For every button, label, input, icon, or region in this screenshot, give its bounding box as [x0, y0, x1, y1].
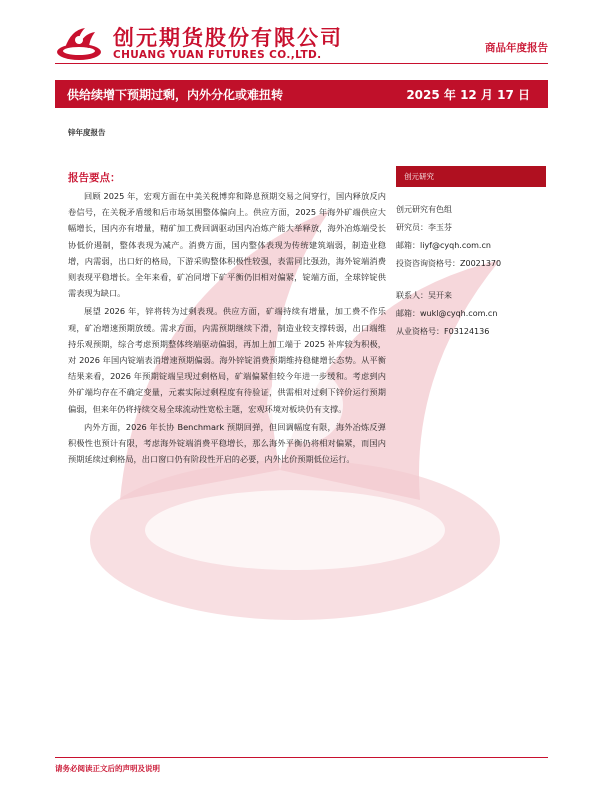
company-logo — [55, 22, 355, 72]
summary-paragraph: 内外方面，2026 年长协 Benchmark 预期回弹，但回调幅度有限，海外冶炼反弹积极性也预计有限，考虑海外锭端消费平稳增长，那么海外平衡仍将相对偏紧，而国内预期延续过剩格局，出口窗口仍有阶段性开启的必要，内外比价预期低位运行。 — [68, 421, 386, 465]
research-group: 创元研究有色组 — [396, 205, 452, 214]
company-name-en: CHUANG YUAN FUTURES CO.,LTD. — [113, 49, 322, 61]
summary-paragraph: 回顾 2025 年，宏观方面在中美关税博弈和降息预期交易之间穿行，国内释放反内卷信号，在关税矛盾缓和后市场氛围整体偏向上。供应方面，2025 年海外矿端供应大幅增长，国内亦有增量，精矿加工费回调驱动国内冶炼产能大举释放，海外冶炼端受长协低价遏制，整体表现为减产。消费方面，国内整体表现为传统建筑端弱，制造业稳增，内需弱，出口好的格局，下游采购整体积极性较强，表需同比强劲，海外锭端消费则表现平稳增长。全年来看，矿冶同增下矿平衡仍旧相对偏紧，锭端方面，全球锌锭供需表现为缺口。 — [68, 191, 386, 299]
summary-paragraph: 展望 2026 年，锌将转为过剩表现。供应方面，矿端持续有增量，加工费不作乐观，矿冶增速预期放缓。需求方面，内需预期继续下滑，制造业较支撑转弱，出口端维持乐观预期，综合考虑预期整体终端驱动偏弱，再加上加工端于 2025 补库较为积极，对 2026 年国内锭端表消增速预期偏弱。海外锌锭消费预期维持稳健增长态势。从平衡结果来看，2026 年预期锭端呈现过剩格局，矿端偏紧但较今年进一步缓和。考虑到内外矿端均存在不确定变量，元素实际过剩程度有待验证，供需相对过剩下锌价运行预期偏弱，但来年仍将持续交易全球流动性宽松主题，宏观环境对板块仍有支撑。 — [68, 306, 386, 414]
footer-divider — [55, 757, 548, 758]
footer-disclaimer: 请务必阅读正文后的声明及说明 — [55, 764, 160, 773]
title-banner — [55, 80, 548, 108]
company-emblem-icon — [55, 24, 103, 64]
contact-name: 联系人：吴开来 — [396, 291, 452, 300]
practice-certificate: 从业资格号：F03124136 — [396, 327, 490, 336]
sidebar-heading: 创元研究 — [396, 166, 546, 187]
document-type: 锌年度报告 — [68, 128, 106, 137]
header-divider — [55, 63, 548, 64]
advisory-license: 投资咨询资格号：Z0021370 — [396, 259, 502, 268]
contact-email[interactable]: 邮箱：wukl@cyqh.com.cn — [396, 309, 498, 318]
report-summary — [68, 170, 386, 469]
summary-heading: 报告要点： — [68, 172, 121, 184]
analyst-sidebar — [396, 166, 546, 341]
report-date: 2025 年 12 月 17 日 — [406, 87, 530, 102]
researcher-email[interactable]: 邮箱：liyf@cyqh.com.cn — [396, 241, 491, 250]
report-type-label: 商品年度报告 — [485, 42, 548, 54]
researcher-name: 研究员：李玉芬 — [396, 223, 452, 232]
report-title: 供给续增下预期过剩，内外分化或难扭转 — [67, 87, 284, 102]
sidebar-spacer — [396, 273, 546, 287]
company-name-cn: 创元期货股份有限公司 — [113, 26, 343, 50]
